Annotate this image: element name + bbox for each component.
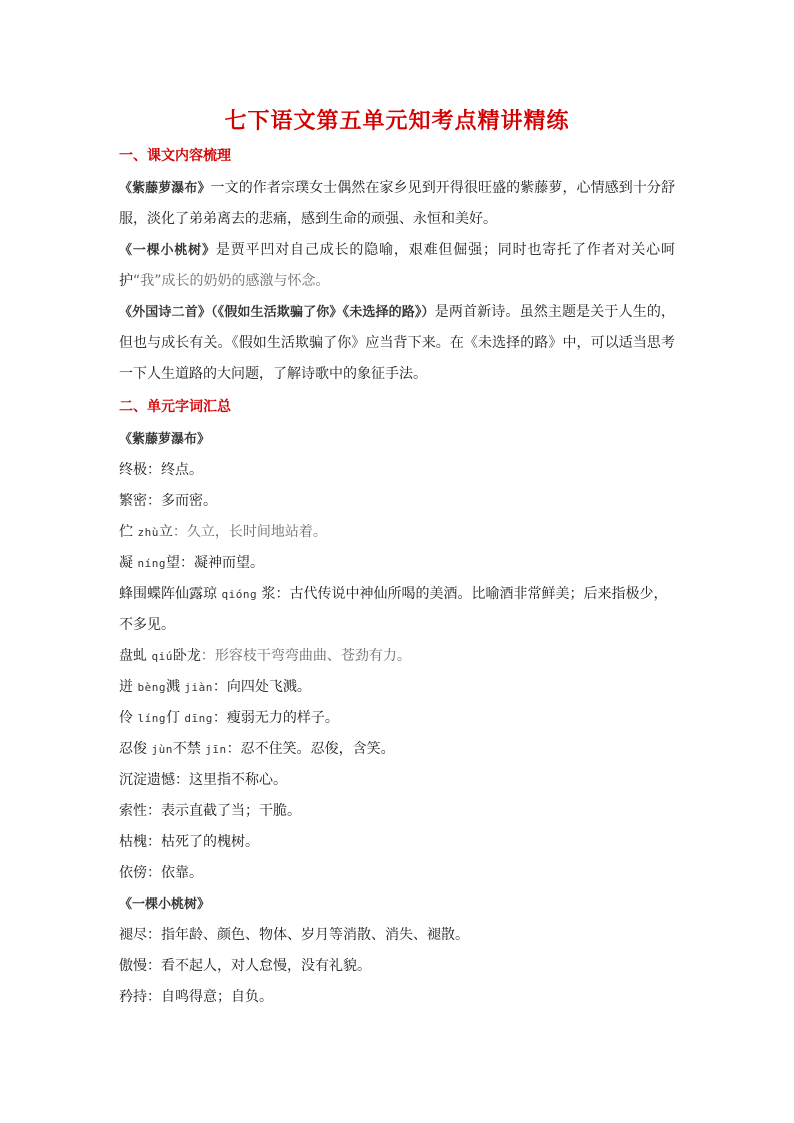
section-heading-2: 二、单元字词汇总 xyxy=(119,399,231,415)
book-title: 《一棵小桃树》 xyxy=(119,243,216,258)
vocab-word: 望 xyxy=(165,555,180,571)
pinyin: jùn xyxy=(151,743,173,756)
vocab-item xyxy=(119,548,675,579)
vocab-word: 忍俊 xyxy=(119,741,147,757)
vocab-item xyxy=(119,486,675,517)
vocab-word: 矜持 xyxy=(119,989,147,1005)
vocab-word: 终极 xyxy=(119,462,147,478)
pinyin: líng xyxy=(137,712,166,725)
paragraph-text: 是两首新诗。虽然主题是关于人生的，但也与成长有关。《假如生活欺骗了你》应当背下来。在《未选择的路》中，可以适当思考一下人生道路的大问题，了解诗歌中的象征手法。 xyxy=(119,304,675,382)
vocab-word: 依傍 xyxy=(119,865,147,881)
vocab-item xyxy=(119,796,675,827)
vocab-definition: ：枯死了的槐树。 xyxy=(147,834,259,850)
vocab-word: 盘虬 xyxy=(119,648,147,664)
vocab-definition: ：凝神而望。 xyxy=(179,555,264,571)
paragraph-text: 一文的作者宗璞女士偶然在家乡见到开得很旺盛的紫藤萝，心情感到十分舒服，淡化了弟弟离去的悲痛，感到生命的顽强、永恒和美好。 xyxy=(119,180,675,227)
paragraph-text-gray: “我”成长的奶奶的感激与怀念。 xyxy=(133,273,330,289)
vocab-word: 傲慢 xyxy=(119,958,147,974)
vocab-word: 索性 xyxy=(119,803,147,819)
page-title: 七下语文第五单元知考点精讲精练 xyxy=(224,109,570,134)
vocab-item xyxy=(119,734,675,765)
vocab-definition: ：形容枝干弯弯曲曲、苍劲有力。 xyxy=(200,648,411,664)
pinyin: níng xyxy=(137,557,166,570)
vocab-definition: ：忍不住笑。忍俊，含笑。 xyxy=(226,741,395,757)
book-title: 《外国诗二首》（《假如生活欺骗了你》《未选择的路》） xyxy=(119,305,435,320)
vocab-definition: ：向四处飞溅。 xyxy=(212,679,311,695)
vocab-item xyxy=(119,827,675,858)
vocab-item xyxy=(119,920,675,951)
lesson-subheading: 《一棵小桃树》 xyxy=(119,897,211,912)
paragraph-text: 是贾平凹对自己成长的隐喻，艰难但倔强；同时也寄托了作者对关心呵护 xyxy=(119,242,675,289)
pinyin: bèng xyxy=(137,681,166,694)
vocab-definition: ：终点。 xyxy=(147,462,203,478)
vocab-item xyxy=(119,703,675,734)
vocab-word: 蜂围蝶阵仙露琼 xyxy=(119,586,217,602)
pinyin: zhù xyxy=(137,526,159,539)
vocab-word: 繁密 xyxy=(119,493,147,509)
vocab-definition: ：看不起人，对人怠慢，没有礼貌。 xyxy=(147,958,371,974)
vocab-word: 沉淀遗憾 xyxy=(119,772,175,788)
vocab-definition: ：瘦弱无力的样子。 xyxy=(212,710,339,726)
vocab-word: 卧龙 xyxy=(172,648,201,664)
vocab-definition: ：自鸣得意；自负。 xyxy=(147,989,273,1005)
vocab-definition: ：指年龄、颜色、物体、岁月等消散、消失、褪散。 xyxy=(147,927,469,943)
vocab-word: 凝 xyxy=(119,555,133,571)
vocab-word: 伶 xyxy=(119,710,133,726)
vocab-item xyxy=(119,765,675,796)
pinyin: jīn xyxy=(205,743,227,756)
vocab-item xyxy=(119,982,675,1013)
vocab-word: 溅 xyxy=(165,679,180,695)
vocab-definition: ：表示直截了当；干脆。 xyxy=(147,803,301,819)
vocab-definition: ：古代传说中神仙所喝的美酒。比喻酒非常鲜美；后来指极少，不多见。 xyxy=(119,586,668,633)
book-title: 《紫藤萝瀑布》 xyxy=(119,181,211,196)
pinyin: qióng xyxy=(221,588,258,601)
vocab-word: 迸 xyxy=(119,679,133,695)
vocab-word: 仃 xyxy=(165,710,180,726)
vocab-item xyxy=(119,579,675,641)
vocab-item xyxy=(119,951,675,982)
vocab-word: 褪尽 xyxy=(119,927,147,943)
lesson-subheading: 《紫藤萝瀑布》 xyxy=(119,432,211,447)
vocab-definition: ：这里指不称心。 xyxy=(175,772,287,788)
paragraph-3 xyxy=(119,297,675,390)
vocab-word: 枯槐 xyxy=(119,834,147,850)
paragraph-1 xyxy=(119,173,675,235)
vocab-item xyxy=(119,455,675,486)
pinyin: jiàn xyxy=(184,681,213,694)
pinyin: qiú xyxy=(151,650,173,663)
vocab-word: 不禁 xyxy=(172,741,201,757)
vocab-word: 浆 xyxy=(261,586,276,602)
vocab-word: 立 xyxy=(158,524,173,540)
section-heading-1: 一、课文内容梳理 xyxy=(119,148,231,164)
vocab-item xyxy=(119,641,675,672)
paragraph-2 xyxy=(119,235,675,297)
pinyin: dīng xyxy=(184,712,213,725)
vocab-word: 伫 xyxy=(119,524,133,540)
document-body xyxy=(119,143,675,1013)
vocab-item xyxy=(119,517,675,548)
vocab-item xyxy=(119,672,675,703)
vocab-item xyxy=(119,858,675,889)
vocab-definition: ：多而密。 xyxy=(147,493,217,509)
vocab-definition: ：久立，长时间地站着。 xyxy=(172,524,327,540)
vocab-definition: ：依靠。 xyxy=(147,865,203,881)
